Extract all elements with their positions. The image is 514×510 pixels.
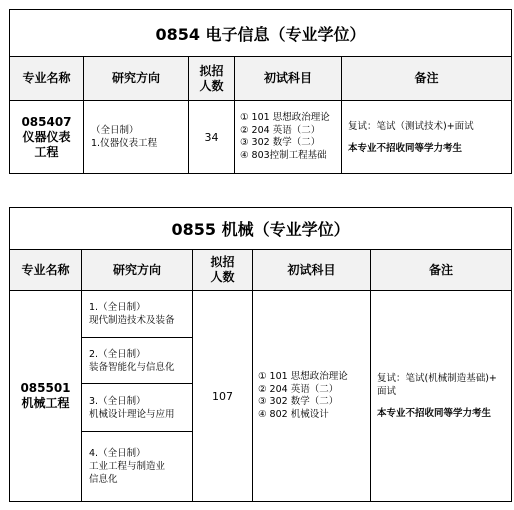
major-cell (10, 101, 84, 174)
research-direction-4 (82, 432, 193, 502)
header-quota-line2: 人数 (210, 270, 235, 284)
major-code: 085501 (20, 381, 71, 395)
direction-mode: 3.（全日制） (89, 395, 146, 407)
subject-item: ② 204 英语（二） (258, 383, 339, 395)
header-research-direction: 研究方向 (84, 57, 189, 101)
subject-item: ④ 802 机械设计 (258, 408, 329, 420)
header-exam-subjects: 初试科目 (253, 250, 371, 291)
direction-name: 装备智能化与信息化 (89, 361, 175, 373)
direction-name: 现代制造技术及装备 (89, 315, 175, 326)
subject-item: ③ 302 数学（二） (258, 396, 339, 407)
remarks (371, 291, 512, 502)
exam-subjects (253, 291, 371, 502)
planned-enrollment: 34 (189, 101, 235, 174)
subject-item: ④ 803控制工程基础 (240, 149, 327, 161)
header-exam-subjects: 初试科目 (235, 57, 342, 101)
major-name-line2: 工程 (34, 144, 59, 159)
major-cell (10, 291, 82, 502)
major-code: 085407 (21, 114, 72, 129)
table-0854-electronic-information (9, 9, 512, 174)
direction-name: 1.仪器仪表工程 (91, 138, 158, 149)
table-title: 0854 电子信息（专业学位） (10, 10, 512, 57)
header-research-direction: 研究方向 (82, 250, 193, 291)
subject-item: ① 101 思想政治理论 (258, 371, 348, 382)
exam-subjects (235, 101, 342, 174)
header-quota-line1: 拟招 (210, 255, 235, 269)
retest-note-line1: 复试：笔试(机械制造基础)+ (377, 373, 497, 384)
retest-note-line2: 面试 (377, 386, 397, 397)
equivalent-note: 本专业不招收同等学力考生 (377, 408, 492, 419)
header-remarks: 备注 (371, 250, 512, 291)
header-major-name: 专业名称 (10, 250, 82, 291)
retest-note: 复试：笔试（测试技术)+面试 (348, 120, 474, 132)
header-remarks: 备注 (342, 57, 512, 101)
header-quota-line2: 人数 (199, 78, 224, 93)
subject-item: ② 204 英语（二） (240, 124, 321, 136)
major-name: 机械工程 (21, 396, 70, 410)
major-name-line1: 仪器仪表 (22, 129, 71, 144)
direction-name: 工业工程与制造业 (89, 461, 166, 472)
subject-item: ③ 302 数学（二） (240, 137, 321, 148)
research-direction-1 (82, 291, 193, 338)
header-planned-enrollment (193, 250, 253, 291)
direction-mode: （全日制） (91, 125, 139, 136)
research-direction-2 (82, 338, 193, 384)
header-major-name: 专业名称 (10, 57, 84, 101)
direction-name: 机械设计理论与应用 (89, 408, 175, 420)
research-direction (84, 101, 189, 174)
equivalent-note: 本专业不招收同等学力考生 (348, 142, 463, 154)
direction-mode: 4.（全日制） (89, 448, 146, 459)
direction-mode: 1.（全日制） (89, 302, 146, 313)
table-0855-mechanical (9, 207, 512, 502)
table-title: 0855 机械（专业学位） (10, 208, 512, 250)
direction-name-cont: 信息化 (89, 474, 118, 485)
header-planned-enrollment (189, 57, 235, 101)
research-direction-3 (82, 384, 193, 432)
direction-mode: 2.（全日制） (89, 348, 146, 360)
remarks (342, 101, 512, 174)
planned-enrollment: 107 (193, 291, 253, 502)
subject-item: ① 101 思想政治理论 (240, 112, 330, 123)
header-quota-line1: 拟招 (199, 63, 224, 78)
